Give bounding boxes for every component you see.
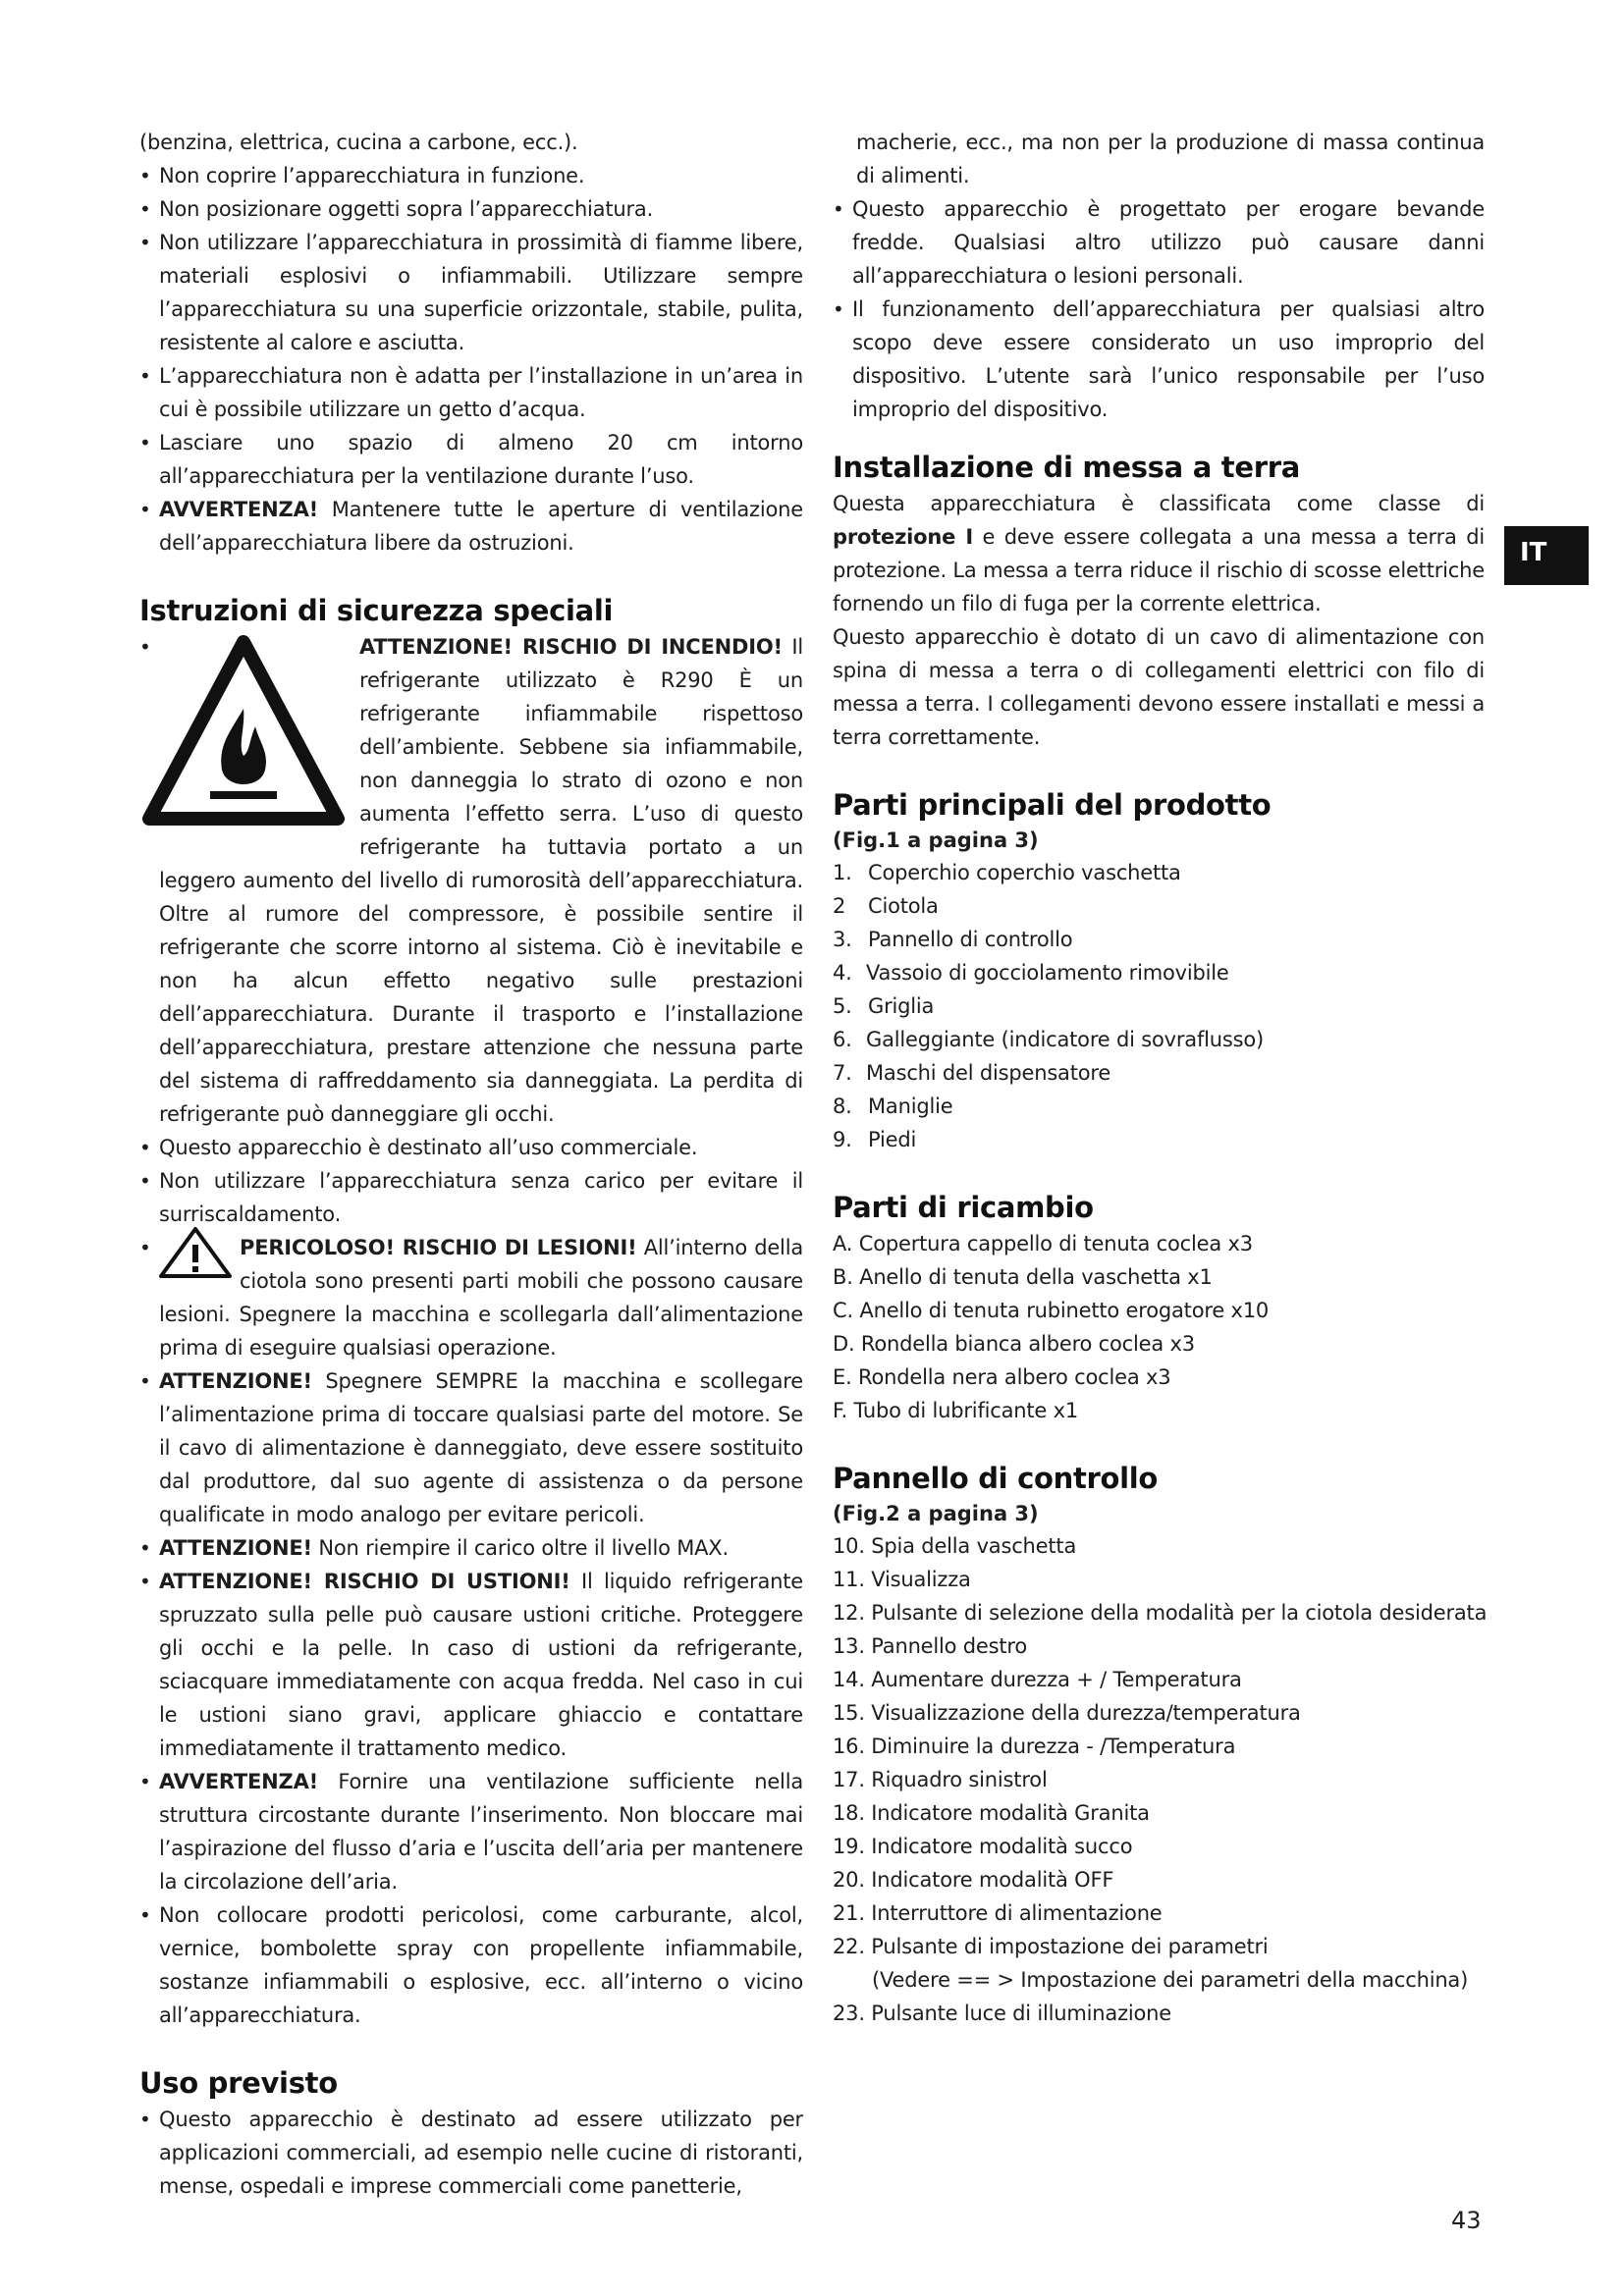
right-column xyxy=(833,126,1488,2030)
list-item: 17. Riquadro sinistrol xyxy=(833,1768,1048,1791)
list-item: A. Copertura cappello di tenuta coclea x3 xyxy=(833,1232,1253,1255)
list-item: 23. Pulsante luce di illuminazione xyxy=(833,2002,1172,2025)
language-tab: IT xyxy=(1504,526,1589,585)
cold-drinks-bullet: • Questo apparecchio è progettato per erogare bevande fredde. Qualsiasi altro utilizzo può causare danni all’apparecchiatura o lesioni personali. xyxy=(833,192,1485,293)
grounding-paragraph-2: Questo apparecchio è dotato di un cavo di alimentazione con spina di messa a terra o di collegamenti elettrici con filo di messa a terra. I collegamenti devono essere installati e messi a terra correttamente. xyxy=(833,625,1485,749)
list-item: 21. Interruttore di alimentazione xyxy=(833,1901,1163,1925)
list-item: 16. Diminuire la durezza - /Temperatura xyxy=(833,1735,1236,1758)
left-column xyxy=(139,126,803,2203)
list-item: 19. Indicatore modalità succo xyxy=(833,1835,1133,1858)
main-parts-figure-ref: (Fig.1 a pagina 3) xyxy=(833,828,1039,852)
control-panel-figure-ref: (Fig.2 a pagina 3) xyxy=(833,1502,1039,1525)
bullet-clearance: • Lasciare uno spazio di almeno 20 cm intorno all’apparecchiatura per la ventilazione durante l’uso. xyxy=(139,426,803,493)
injury-hazard-bullet: • PERICOLOSO! RISCHIO DI LESIONI! All’interno della ciotola sono presenti parti mobili che possono causare lesioni. Spegnere la macchina e scollegarla dall’alimentazione prima di eseguire qualsiasi operazione. xyxy=(139,1231,803,1364)
list-item: 14. Aumentare durezza + / Temperatura xyxy=(833,1668,1242,1691)
control-panel-heading: Pannello di controllo xyxy=(833,1462,1159,1495)
page-number: 43 xyxy=(1451,2207,1482,2234)
bullet-no-water-jet: • L’apparecchiatura non è adatta per l’installazione in un’area in cui è possibile utilizzare un getto d’acqua. xyxy=(139,359,803,426)
list-item: 9. Piedi xyxy=(833,1128,917,1151)
list-item: 2 Ciotola xyxy=(833,894,939,918)
list-item: 15. Visualizzazione della durezza/temperatura xyxy=(833,1701,1301,1725)
intended-use-heading: Uso previsto xyxy=(139,2066,338,2100)
control-panel-list xyxy=(833,1529,1488,2030)
list-item: C. Anello di tenuta rubinetto erogatore x10 xyxy=(833,1299,1270,1322)
list-item: 5. Griglia xyxy=(833,994,935,1018)
list-item: 4. Vassoio di gocciolamento rimovibile xyxy=(833,961,1229,985)
max-level-bullet: • ATTENZIONE! Non riempire il carico oltre il livello MAX. xyxy=(139,1531,803,1565)
list-item: 18. Indicatore modalità Granita xyxy=(833,1801,1150,1825)
list-item: B. Anello di tenuta della vaschetta x1 xyxy=(833,1265,1213,1289)
list-item: D. Rondella bianca albero coclea x3 xyxy=(833,1332,1195,1356)
list-item: 3. Pannello di controllo xyxy=(833,928,1073,951)
hazardous-products-bullet: • Non collocare prodotti pericolosi, come carburante, alcol, vernice, bombolette spray con propellente infiammabile, sostanze infiammabili o esplosive, ecc. all’interno o vicino all’apparecchiatura. xyxy=(139,1898,803,2032)
commercial-use-bullet: • Questo apparecchio è destinato all’uso commerciale. xyxy=(139,1131,803,1164)
bullet-ventilation-warning: • AVVERTENZA! Mantenere tutte le aperture di ventilazione dell’apparecchiatura libere da ostruzioni. xyxy=(139,493,803,560)
list-item: 12. Pulsante di selezione della modalità per la ciotola desiderata xyxy=(833,1601,1488,1625)
bullet-no-objects: • Non posizionare oggetti sopra l’apparecchiatura. xyxy=(139,192,803,226)
power-off-bullet: • ATTENZIONE! Spegnere SEMPRE la macchina e scollegare l’alimentazione prima di toccare qualsiasi parte del motore. Se il cavo di alimentazione è danneggiato, deve essere sostituito dal produttore, dal suo agente di assistenza o da persone qualificate in modo analogo per evitare pericoli. xyxy=(139,1364,803,1531)
danger-warning-icon xyxy=(157,1225,234,1280)
main-parts-heading: Parti principali del prodotto xyxy=(833,788,1272,822)
bullet-no-flames: • Non utilizzare l’apparecchiatura in prossimità di fiamme libere, materiali esplosivi o infiammabili. Utilizzare sempre l’apparecchiatura su una superficie orizzontale, stabile, pulita, resistente al calore e asciutta. xyxy=(139,226,803,359)
bullet-no-cover: • Non coprire l’apparecchiatura in funzione. xyxy=(139,159,803,192)
intended-use-continuation: macherie, ecc., ma non per la produzione di massa continua di alimenti. xyxy=(856,131,1485,187)
main-parts-list xyxy=(833,856,1485,1156)
warning-label: AVVERTENZA! xyxy=(159,498,319,521)
fire-warning-label: ATTENZIONE! RISCHIO DI INCENDIO! xyxy=(359,635,783,659)
spare-parts-heading: Parti di ricambio xyxy=(833,1191,1094,1224)
list-item: 7. Maschi del dispensatore xyxy=(833,1061,1111,1085)
list-item: 1. Coperchio coperchio vaschetta xyxy=(833,861,1181,884)
list-item: 10. Spia della vaschetta xyxy=(833,1534,1077,1558)
intended-use-bullet: • Questo apparecchio è destinato ad essere utilizzato per applicazioni commerciali, ad esempio nelle cucine di ristoranti, mense, ospedali e imprese commerciali come panetterie, xyxy=(139,2103,803,2203)
list-item: 13. Pannello destro xyxy=(833,1634,1028,1658)
list-item: 11. Visualizza xyxy=(833,1568,971,1591)
no-load-bullet: • Non utilizzare l’apparecchiatura senza carico per evitare il surriscaldamento. xyxy=(139,1164,803,1231)
spare-parts-list xyxy=(833,1227,1485,1427)
fire-hazard-bullet: • ATTENZIONE! RISCHIO DI INCENDIO! Il refrigerante utilizzato è R290 È un refrigerante infiammabile rispettoso dell’ambiente. Sebbene sia infiammabile, non danneggia lo strato di ozono e non aumenta l’effetto serra. L’uso di questo refrigerante ha tuttavia portato a un leggero aumento del livello di rumorosità dell’apparecchiatura. Oltre al rumore del compressore, è possibile sentire il refrigerante che scorre intorno al sistema. Ciò è inevitabile e non ha alcun effetto negativo sulle prestazioni dell’apparecchiatura. Durante il trasporto e l’installazione dell’apparecchiatura, prestare attenzione che nessuna parte del sistema di raffreddamento sia danneggiata. La perdita di refrigerante può danneggiare gli occhi. xyxy=(139,630,803,1131)
list-item: E. Rondella nera albero coclea x3 xyxy=(833,1365,1171,1389)
danger-label: PERICOLOSO! RISCHIO DI LESIONI! xyxy=(240,1236,637,1259)
intro-continuation: (benzina, elettrica, cucina a carbone, ecc.). xyxy=(139,131,578,154)
list-item: 6. Galleggiante (indicatore di sovraflusso) xyxy=(833,1028,1265,1051)
grounding-heading: Installazione di messa a terra xyxy=(833,451,1300,484)
burn-hazard-bullet: • ATTENZIONE! RISCHIO DI USTIONI! Il liquido refrigerante spruzzato sulla pelle può causare ustioni critiche. Proteggere gli occhi e la pelle. In caso di ustioni da refrigerante, sciacquare immediatamente con acqua fredda. Nel caso in cui le ustioni siano gravi, applicare ghiaccio e contattare immediatamente il trattamento medico. xyxy=(139,1565,803,1765)
airflow-warning-bullet: • AVVERTENZA! Fornire una ventilazione sufficiente nella struttura circostante durante l’inserimento. Non bloccare mai l’aspirazione del flusso d’aria e l’uscita dell’aria per mantenere la circolazione dell’aria. xyxy=(139,1765,803,1898)
improper-use-bullet: • Il funzionamento dell’apparecchiatura per qualsiasi altro scopo deve essere considerato un uso improprio del dispositivo. L’utente sarà l’unico responsabile per l’uso improprio del dispositivo. xyxy=(833,293,1485,426)
grounding-paragraph-1: Questa apparecchiatura è classificata come classe di protezione I e deve essere collegata a una messa a terra di protezione. La messa a terra riduce il rischio di scosse elettriche fornendo un filo di fuga per la corrente elettrica. xyxy=(833,492,1485,615)
list-item: 8. Maniglie xyxy=(833,1095,953,1118)
list-item: F. Tubo di lubrificante x1 xyxy=(833,1399,1079,1422)
flammable-warning-icon xyxy=(139,632,348,834)
list-item: 20. Indicatore modalità OFF xyxy=(833,1868,1114,1892)
safety-heading: Istruzioni di sicurezza speciali xyxy=(139,594,614,627)
list-item-note: (Vedere == > Impostazione dei parametri della macchina) xyxy=(872,1968,1469,1992)
list-item: 22. Pulsante di impostazione dei parametri xyxy=(833,1935,1269,1958)
